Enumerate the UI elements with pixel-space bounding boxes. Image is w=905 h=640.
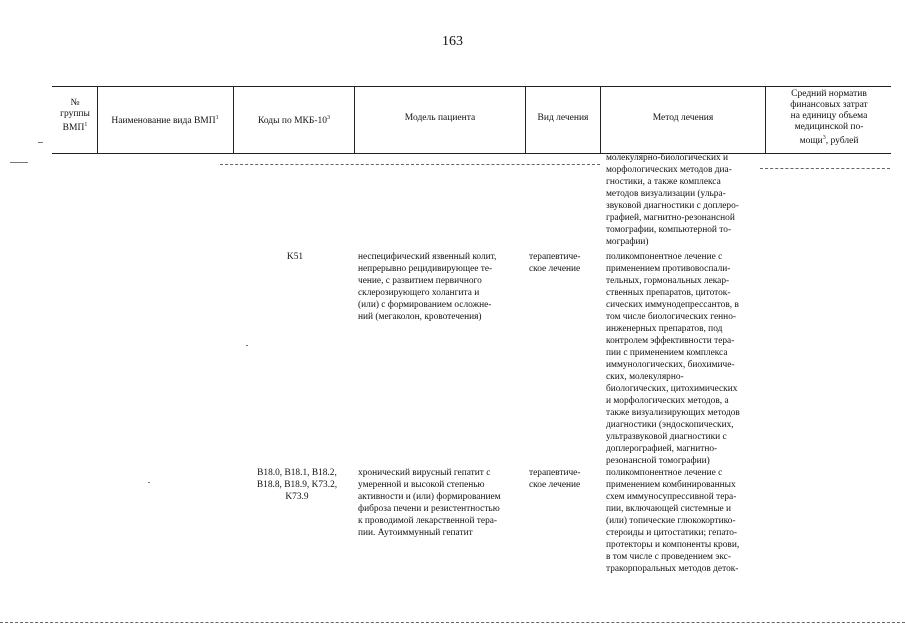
footnote-mark: 3 [327, 115, 331, 121]
scan-artifact-speck [38, 142, 43, 143]
scan-artifact-speck [10, 162, 28, 163]
header-group-number [54, 98, 96, 134]
header-vmp-name-text: Наименование вида ВМП [111, 116, 216, 127]
footnote-mark: 1 [215, 115, 219, 121]
table-row-hepatitis-codes: B18.0, B18.1, B18.2, B18.8, B18.9, K73.2, K73.9 [256, 468, 338, 502]
header-vmp-name [98, 113, 232, 127]
header-treatment-method [601, 113, 765, 124]
header-icd-codes-text: Коды по МКБ-10 [257, 116, 328, 127]
scan-artifact-line [0, 622, 905, 624]
header-treatment-method-text: Метод лечения [652, 113, 714, 123]
header-patient-model [355, 113, 525, 124]
table-row-k51-treatment-type: терапевтиче- ское лечение [529, 252, 581, 274]
table-row-hepatitis-treatment-method: поликомпонентное лечение с применением комбинированных схем иммуносупрессивной тера- пии, включающей системные и (или) топические глюкокортико- стероиды и цитостатики; гепато- протекторы и компоненты крови, в том числе с проведением экс- тракорпоральных методов деток- [606, 468, 740, 574]
table-row-k51-treatment-method: поликомпонентное лечение с применением противовоспали- тельных, гормональных лекар- ственных препаратов, цитоток- сических иммунодепрессантов, в том числе биологических генно- инженерных препаратов, под контролем эффективности тера- пии с применением комплекса иммунологических, биохимиче- ских, молекулярно- биологических, цитохимических и морфологических методов, а также визуализирующих методов диагностики (эндоскопических, ультразвуковой диагностики с доплерографией, магнитно- резонансной томографии) [606, 252, 740, 466]
table-row-k51-patient-model: неспецифический язвенный колит, непрерывно рецидивирующее те- чение, с развитием первичного склерозирующего холангита и (или) с формированием осложне- ний (мегаколон, кровотечения) [358, 252, 497, 322]
scan-artifact-line [220, 164, 600, 166]
header-patient-model-text: Модель пациента [404, 113, 476, 123]
table-row-continuation-method: молекулярно-биологических и морфологических методов диа- гностики, а также комплекса методов визуализации (ульра- звуковой диагностики с доплеро- графией, магнитно-резонансной томографии, компьютерной то- мографии) [606, 153, 739, 247]
scan-artifact-line [760, 168, 890, 170]
header-treatment-type [526, 113, 600, 124]
header-group-number-text: № группы ВМП [60, 98, 90, 134]
footnote-mark: 1 [84, 122, 88, 128]
page-number: 163 [442, 34, 463, 49]
table-row-hepatitis-patient-model: хронический вирусный гепатит с умеренной и высокой степенью активности и (или) формированием фиброза печени и резистентностью к проводимой лекарственной тера- пии. Аутоиммунный гепатит [358, 468, 501, 538]
header-treatment-type-text: Вид лечения [537, 113, 589, 123]
table-row-hepatitis-treatment-type: терапевтиче- ское лечение [529, 468, 581, 490]
footnote-mark: 3 [822, 135, 826, 141]
scan-artifact-speck [148, 482, 150, 483]
scan-artifact-speck [246, 345, 248, 346]
header-average-cost [766, 89, 892, 147]
header-average-cost-text: Средний норматив финансовых затрат на единицу объема медицинской по- мощи [790, 89, 868, 147]
header-average-cost-suffix: , рублей [825, 136, 859, 147]
table-row-k51-codes: K51 [286, 252, 304, 262]
header-icd-codes [234, 113, 354, 127]
